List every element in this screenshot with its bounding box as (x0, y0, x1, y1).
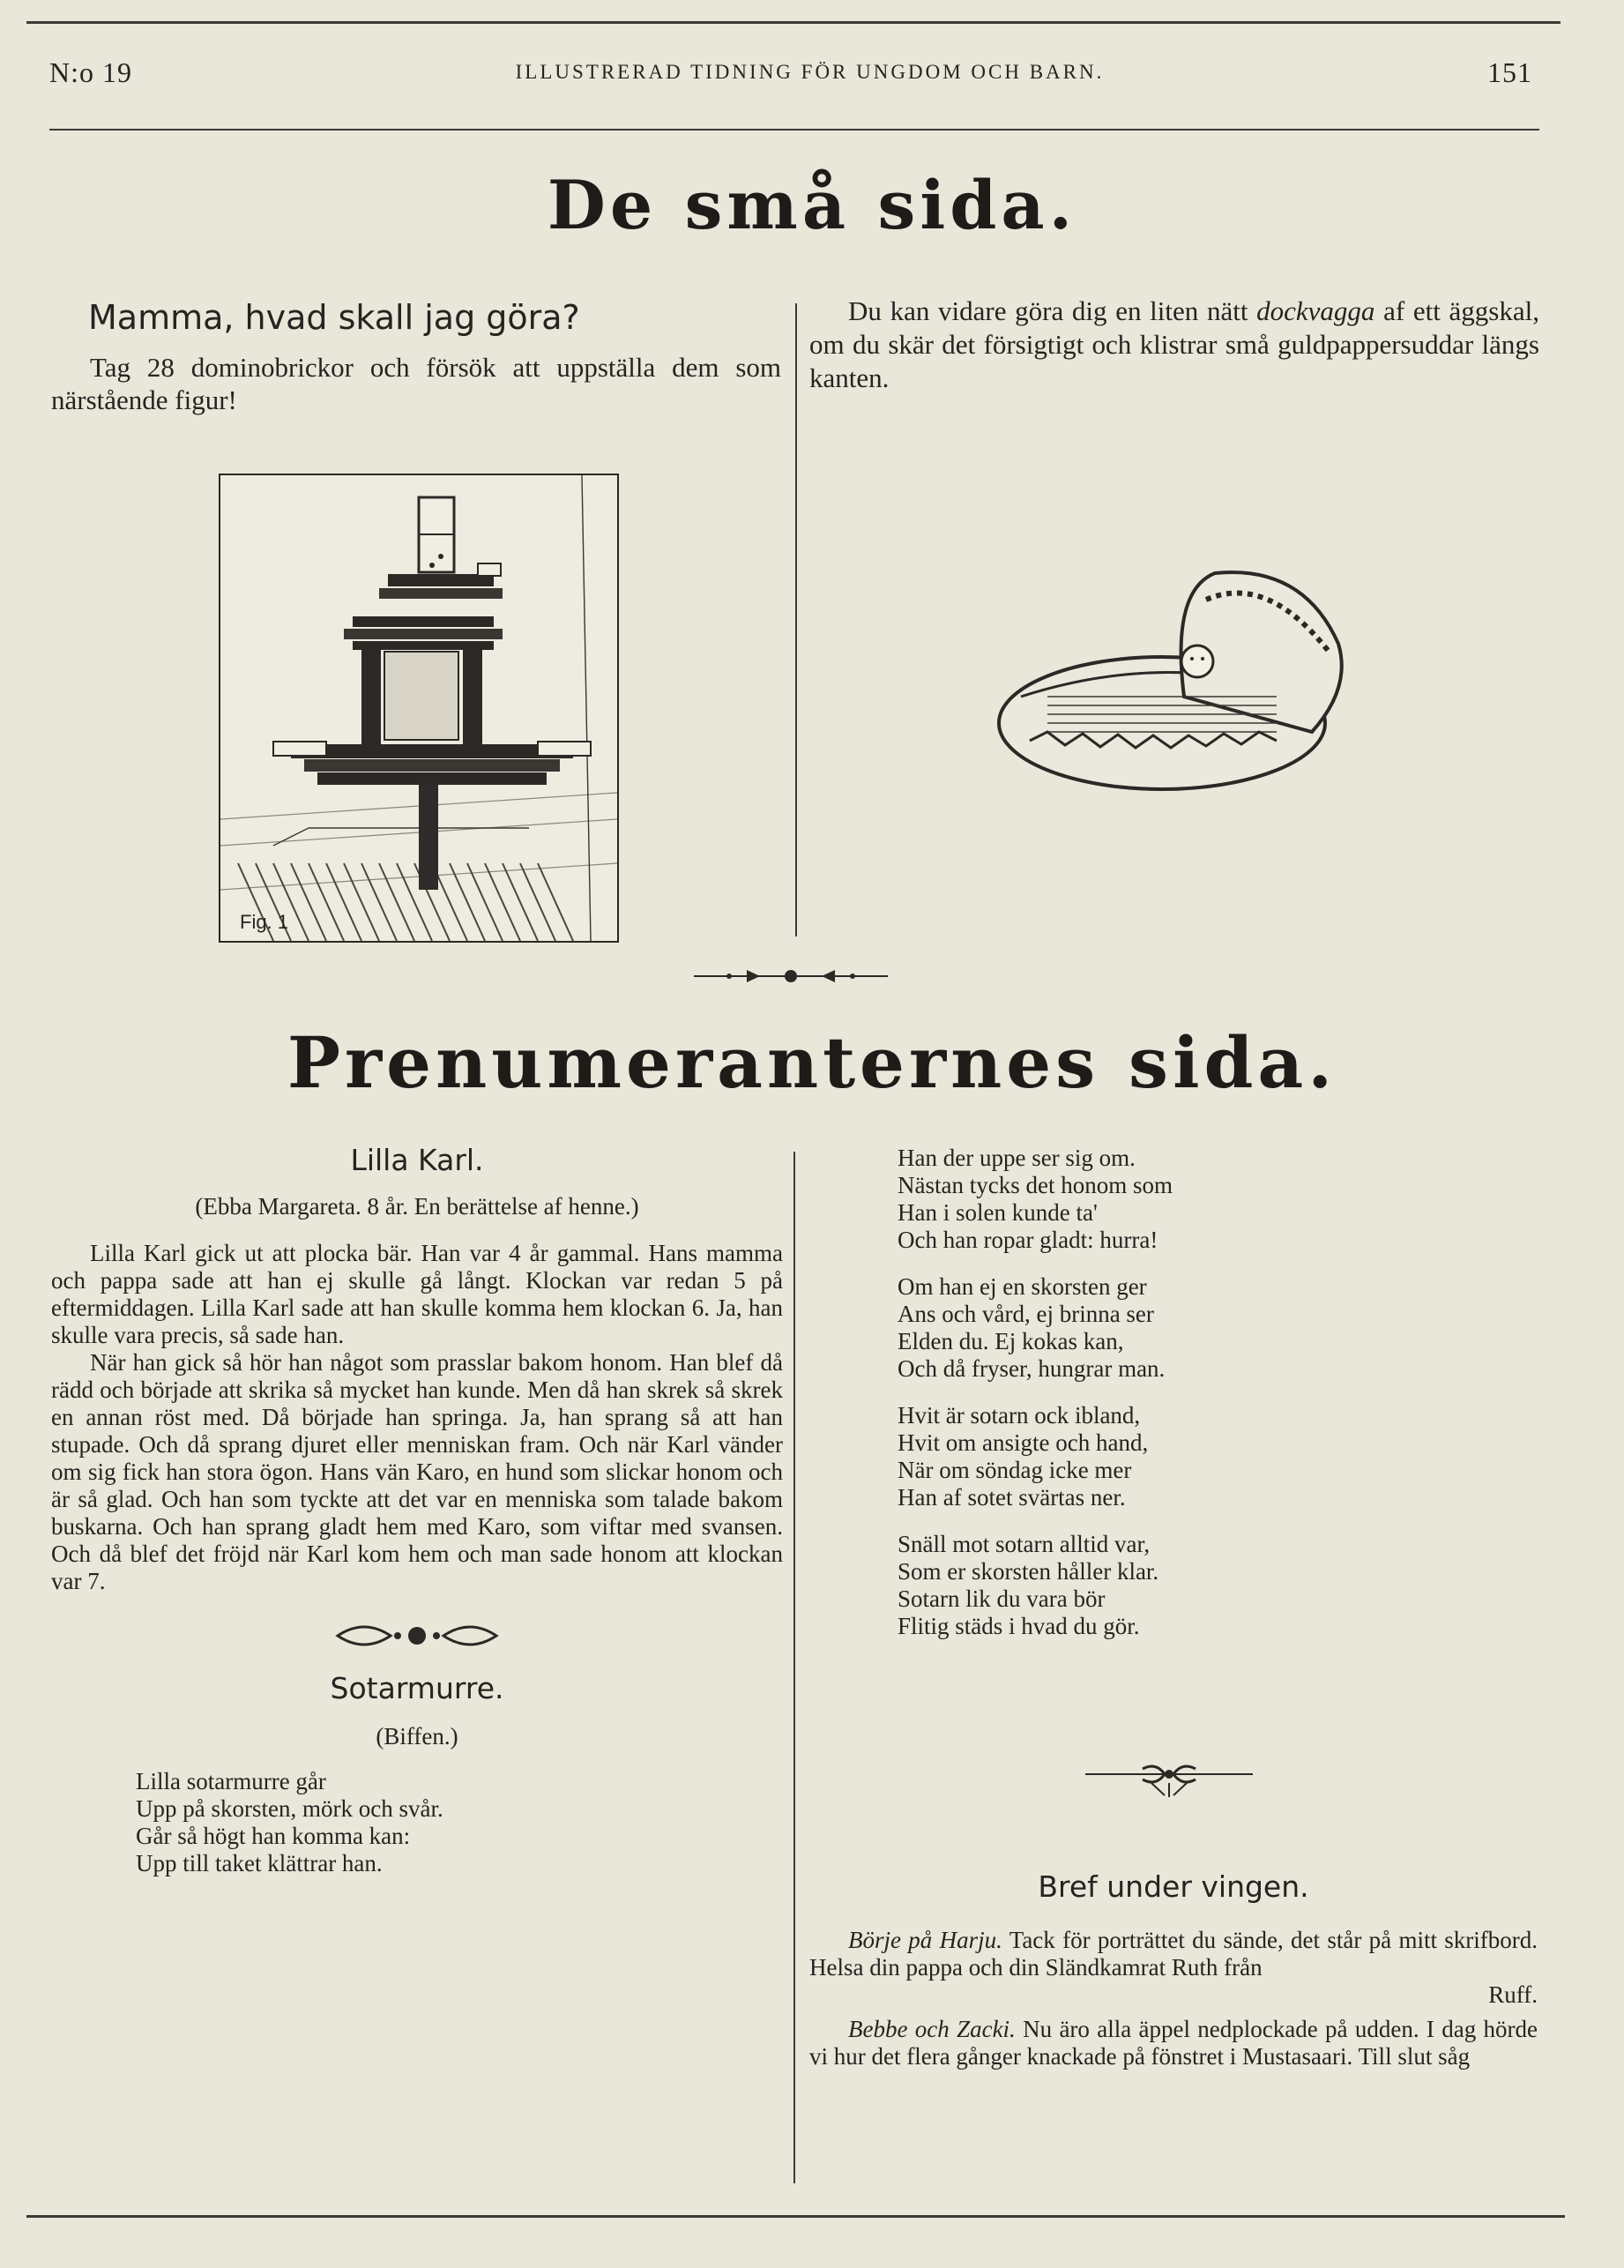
subscribers-left-column (51, 1143, 783, 1877)
smas-right-body-after: af ett äggskal, om du skär det försigtigt och klistrar små guldpappersuddar längs kanten. (809, 295, 1539, 393)
smas-right-body-italic: dockvagga (1256, 295, 1375, 326)
smas-right-body (809, 295, 1539, 395)
issue-number: N:o 19 (49, 56, 132, 88)
bottom-rule (26, 2215, 1565, 2218)
letter-2 (809, 2016, 1538, 2070)
section-title-prenumeranternes-sida: Prenumeranternes sida. (287, 1021, 1337, 1104)
column-divider-bottom (793, 1152, 795, 2183)
letter-2-recipient: Bebbe och Zacki. (848, 2016, 1016, 2042)
poem-line: Ans och vård, ej brinna ser (898, 1301, 1154, 1327)
poem-line: Om han ej en skorsten ger (898, 1273, 1147, 1300)
poem-line: Och då fryser, hungrar man. (898, 1355, 1166, 1382)
publication-title: ILLUSTRERAD TIDNING FÖR UNGDOM OCH BARN. (515, 61, 1105, 83)
story-paragraph-1: Lilla Karl gick ut att plocka bär. Han var 4 år gammal. Hans mamma och pappa sade att han ej skulle gå långt. Klockan var redan 5 på eftermiddagen. Lilla Karl sade att han skulle komma hem klockan 6. Ja, han skulle vara precis, så sade han. (51, 1240, 783, 1348)
domino-tower-illustration (220, 475, 617, 941)
domino-figure (219, 474, 619, 943)
poem-line: Upp på skorsten, mörk och svår. (136, 1795, 443, 1822)
poem-line: När om söndag icke mer (898, 1457, 1132, 1483)
smas-left-body: Tag 28 dominobrickor och försök att uppställa dem som närstående figur! (51, 352, 781, 415)
smas-left-column (51, 298, 781, 416)
poem-stanza-3 (898, 1273, 1539, 1383)
divider-ornament-3 (1081, 1764, 1257, 1799)
smas-left-heading: Mamma, hvad skall jag göra? (88, 298, 580, 337)
story-byline: (Ebba Margareta. 8 år. En berättelse af henne.) (195, 1193, 639, 1220)
poem-line: Elden du. Ej kokas kan, (898, 1328, 1124, 1354)
smas-right-body-before: Du kan vidare göra dig en liten nätt (848, 295, 1257, 326)
letter-1-recipient: Börje på Harju. (848, 1927, 1002, 1953)
story-title: Lilla Karl. (350, 1143, 484, 1177)
figure-label: Fig. 1 (240, 911, 289, 933)
poem-stanza-5 (898, 1531, 1539, 1640)
section-title-smas-sida: De små sida. (547, 166, 1077, 244)
poem-line: Upp till taket klättrar han. (136, 1850, 383, 1876)
top-outer-rule (26, 21, 1561, 24)
divider-ornament-2 (329, 1618, 505, 1653)
column-divider-top (795, 303, 797, 936)
poem-line: Hvit om ansigte och hand, (898, 1429, 1149, 1456)
poem-line: Han af sotet svärtas ner. (898, 1484, 1126, 1511)
page-number: 151 (1486, 56, 1532, 88)
poem-title: Sotarmurre. (330, 1671, 504, 1705)
poem-line: Och han ropar gladt: hurra! (898, 1227, 1158, 1253)
poem-line: Hvit är sotarn ock ibland, (898, 1402, 1141, 1429)
poem-line: Han der uppe ser sig om. (898, 1145, 1136, 1171)
page-header (49, 51, 1532, 93)
poem-line: Flitig städs i hvad du gör. (898, 1613, 1140, 1639)
poem-line: Som er skorsten håller klar. (898, 1558, 1159, 1585)
letter-1 (809, 1927, 1538, 1981)
poem-line: Nästan tycks det honom som (898, 1172, 1173, 1198)
poem-stanza-4 (898, 1402, 1539, 1511)
divider-ornament-1 (694, 963, 888, 989)
poem-line: Han i solen kunde ta' (898, 1199, 1098, 1226)
poem-line: Lilla sotarmurre går (136, 1768, 326, 1794)
poem-byline: (Biffen.) (376, 1723, 458, 1749)
poem-line: Går så högt han komma kan: (136, 1823, 411, 1849)
letters-title: Bref under vingen. (1038, 1869, 1309, 1904)
letter-1-text: Tack för porträttet du sände, det står på mitt skrifbord. Helsa din pappa och din Sländkamrat Ruth från (809, 1927, 1538, 1981)
story-paragraph-2: När han gick så hör han något som prasslar bakom honom. Han blef då rädd och började att skrika så mycket han kunde. Men då han skrek så skrek en annan röst med. Då började han springa. Ja, han sprang så att han stupade. Och då sprang djuret eller menniskan fram. Och när Karl vänder om sig fick han stora ögon. Hans vän Karo, en hund som slickar honom och är så glad. Och han som tyckte att det var en menniska som talade bakom buskarna. Och han sprang gladt hem med Karo, som viftar med svansen. Och då blef det fröjd när Karl kom hem och man sade honom att klockan var 7. (51, 1349, 783, 1594)
egg-cradle-illustration (995, 564, 1365, 811)
poem-stanza-2 (898, 1145, 1539, 1254)
header-rule (49, 129, 1539, 131)
letters-section (809, 1869, 1538, 2070)
letter-1-signature: Ruff. (1488, 1981, 1538, 2008)
letter-2-text: Nu äro alla äppel nedplockade på udden. I dag hörde vi hur det flera gånger knackade på fönstret i Mustasaari. Till slut såg (809, 2016, 1538, 2070)
smas-right-column (809, 295, 1539, 395)
poem-stanza-1 (136, 1768, 783, 1877)
poem-line: Sotarn lik du vara bör (898, 1585, 1106, 1612)
poem-line: Snäll mot sotarn alltid var, (898, 1531, 1151, 1557)
subscribers-right-column (898, 1145, 1539, 1660)
